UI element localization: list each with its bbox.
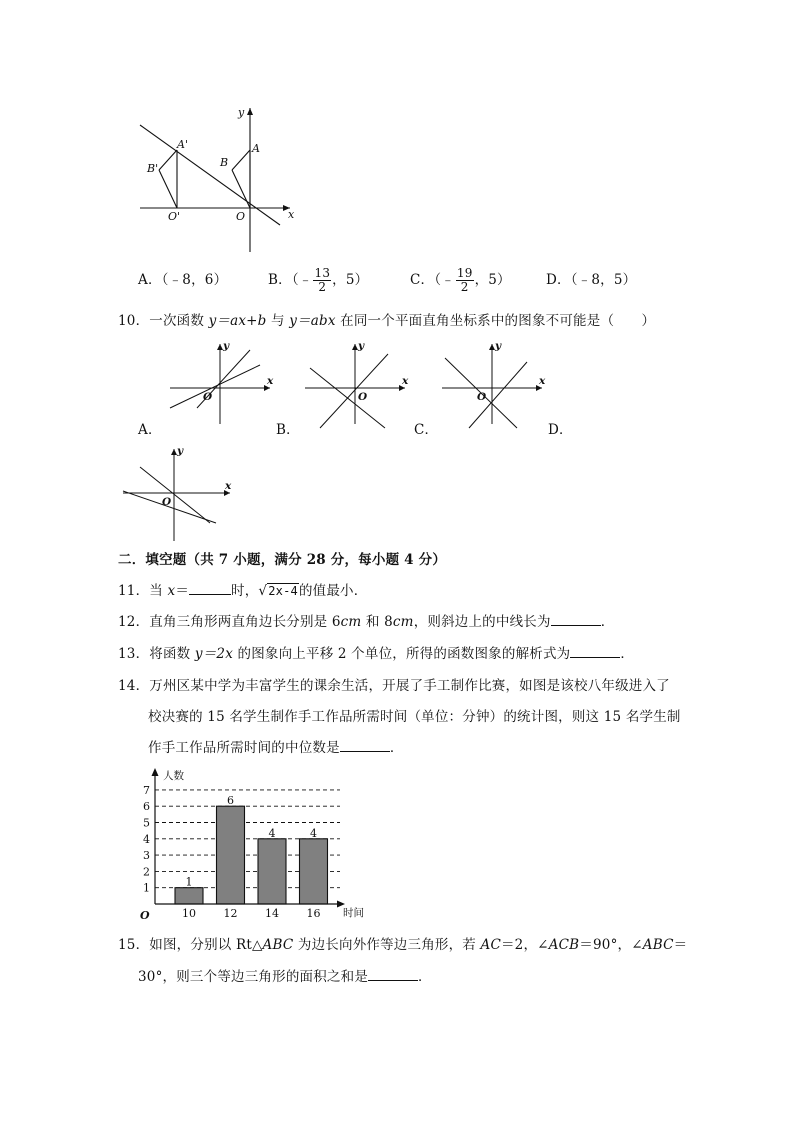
chart-x-tick-label: 14 [265, 907, 279, 920]
q13-text-a: 13．将函数 [118, 646, 195, 662]
section-2-title: 二．填空题（共 7 小题，满分 28 分，每小题 4 分） [118, 552, 447, 568]
q10-graph-c [437, 340, 552, 430]
denominator: 2 [460, 280, 469, 294]
segment-oprime-bprime [159, 170, 177, 208]
chart-x-tick-label: 10 [182, 907, 196, 920]
q13 [118, 645, 634, 663]
label-x: x [402, 375, 409, 387]
q10-label-b: B． [276, 422, 300, 438]
chart-x-tick-label: 12 [223, 907, 238, 920]
option-close: ，5） [332, 272, 369, 288]
chart-data-label: 4 [268, 826, 276, 840]
label-y: y [495, 340, 502, 352]
label-origin: O [203, 391, 213, 403]
q9-option-c [410, 262, 511, 298]
chart-origin: O [140, 909, 150, 922]
segment-o-b [232, 170, 250, 208]
q11-mid: 时， [231, 583, 259, 599]
option-value: （﹣8，5） [570, 272, 637, 288]
segment-a-b [232, 150, 250, 170]
q15-text-b: 为边长向外作等边三角形，若 [293, 937, 481, 953]
answer-blank [368, 968, 418, 981]
chart-y-tick-label: 2 [143, 865, 150, 879]
segment-aprime-bprime [159, 150, 177, 170]
chart-data-label: 4 [310, 826, 317, 840]
q10-graph-a [165, 340, 280, 430]
label-origin: O [162, 496, 172, 508]
chart-y-tick-label: 4 [143, 832, 150, 846]
q14-line-3-text: 作手工作品所需时间的中位数是 [148, 740, 340, 756]
q15-abc: ABC [262, 937, 294, 953]
answer-blank [570, 645, 620, 658]
q10-function-1: y＝ax+b [208, 313, 267, 329]
denominator: 2 [318, 280, 327, 294]
q13-end: ． [620, 646, 635, 662]
q14-line-3 [148, 739, 404, 757]
q14-end: ． [389, 740, 404, 756]
q10-mid: 与 [266, 313, 290, 329]
chart-x-title: 时间 [343, 907, 364, 919]
label-y: y [238, 106, 245, 119]
chart-bar [300, 839, 328, 904]
numerator: 19 [456, 266, 473, 280]
label-x: x [288, 208, 295, 221]
option-letter: B． [268, 272, 292, 288]
q15-ac: AC [480, 937, 501, 953]
numerator: 13 [314, 266, 331, 280]
y-arrow [247, 108, 253, 115]
q10-label-d: D． [548, 422, 573, 438]
line-1 [140, 467, 210, 523]
q10-prefix: 10．一次函数 [118, 313, 209, 329]
q10-label-a: A． [138, 422, 162, 438]
q15-abc-2: ABC [642, 937, 674, 953]
label-x: x [539, 375, 546, 387]
q15-line-2 [138, 968, 432, 986]
q11-suffix: 的值最小． [298, 583, 368, 599]
q14-line-1: 14．万州区某中学为丰富学生的课余生活，开展了手工制作比赛，如图是该校八年级进入了 [118, 678, 670, 694]
label-x: x [267, 375, 274, 387]
option-letter: C． [410, 272, 435, 288]
label-a: A [252, 142, 260, 155]
q15-text-c: ＝2，∠ [500, 937, 549, 953]
q9-figure [130, 100, 305, 260]
chart-y-arrow [152, 768, 159, 776]
chart-y-tick-label: 3 [143, 849, 150, 863]
q11-prefix: 11．当 [118, 583, 168, 599]
answer-blank [551, 613, 601, 626]
chart-y-tick-label: 5 [143, 816, 150, 830]
q15-text-e: ＝ [673, 937, 688, 953]
fraction [456, 267, 474, 294]
q12-text-a: 12．直角三角形两直角边长分别是 6 [118, 614, 341, 630]
q15-end: ． [418, 969, 432, 985]
q12-text-c: ，则斜边上的中线长为 [413, 614, 551, 630]
q15-text-a: 15．如图，分别以 Rt△ [118, 937, 263, 953]
q11-eq: ＝ [175, 583, 190, 599]
q10-suffix: 在同一个平面直角坐标系中的图象不可能是（ ） [335, 313, 656, 329]
q12-unit-2: cm [392, 614, 414, 630]
label-y: y [177, 445, 184, 457]
q11-var: x [167, 583, 176, 599]
option-open: （﹣ [291, 272, 313, 288]
q15-line-1 [118, 936, 687, 954]
label-o: O [236, 210, 246, 223]
chart-y-title: 人数 [163, 770, 184, 782]
sqrt-sign: √ [258, 583, 268, 599]
q12-unit-1: cm [340, 614, 362, 630]
q10-function-2: y＝abx [289, 313, 336, 329]
chart-x-tick-label: 16 [306, 907, 321, 920]
option-value: （﹣8，6） [161, 272, 228, 288]
option-close: ，5） [474, 272, 511, 288]
chart-bar [175, 888, 203, 904]
q9-option-a [138, 271, 227, 289]
q9-option-b [268, 262, 368, 298]
q14-bar-chart [135, 763, 380, 923]
line-2 [170, 365, 260, 408]
chart-y-tick-label: 1 [143, 881, 150, 895]
label-a-prime: A' [177, 138, 188, 151]
q10-label-c: C． [414, 422, 439, 438]
chart-y-tick-label: 6 [143, 800, 150, 814]
chart-data-label: 1 [185, 875, 193, 889]
label-origin: O [358, 391, 368, 403]
option-letter: D． [546, 272, 571, 288]
q10-graph-b [300, 340, 415, 430]
chart-y-tick-label: 7 [143, 783, 150, 797]
label-b: B [220, 156, 229, 169]
option-letter: A． [138, 272, 162, 288]
option-open: （﹣ [434, 272, 455, 288]
label-b-prime: B' [147, 162, 159, 175]
label-o-prime: O' [168, 210, 181, 223]
q15-text-d: ＝90°，∠ [579, 937, 643, 953]
label-x: x [225, 480, 232, 492]
q10-stem [118, 312, 655, 330]
q14-line-2: 校决赛的 15 名学生制作手工作品所需时间（单位：分钟）的统计图，则这 15 名学生制 [148, 709, 681, 725]
q11 [118, 582, 367, 600]
label-y: y [223, 340, 230, 352]
q12-end: ． [600, 614, 615, 630]
chart-data-label: 6 [227, 794, 234, 808]
line-2 [320, 354, 388, 428]
chart-bar [258, 839, 286, 904]
q15-acb: ACB [548, 937, 580, 953]
q13-function: y＝2x [194, 646, 234, 662]
chart-bar [217, 806, 245, 904]
q15-line-2-text: 30°，则三个等边三角形的面积之和是 [138, 969, 369, 985]
label-y: y [358, 340, 365, 352]
q9-option-d [546, 271, 636, 289]
q12-text-b: 和 8 [361, 614, 393, 630]
q13-text-b: 的图象向上平移 2 个单位，所得的函数图象的解析式为 [233, 646, 571, 662]
fraction [313, 267, 331, 294]
label-origin: O [477, 391, 487, 403]
answer-blank [340, 739, 390, 752]
answer-blank [189, 582, 231, 595]
q10-graph-d [118, 445, 243, 545]
q12 [118, 613, 614, 631]
sqrt-radicand: 2x-4 [268, 584, 298, 598]
